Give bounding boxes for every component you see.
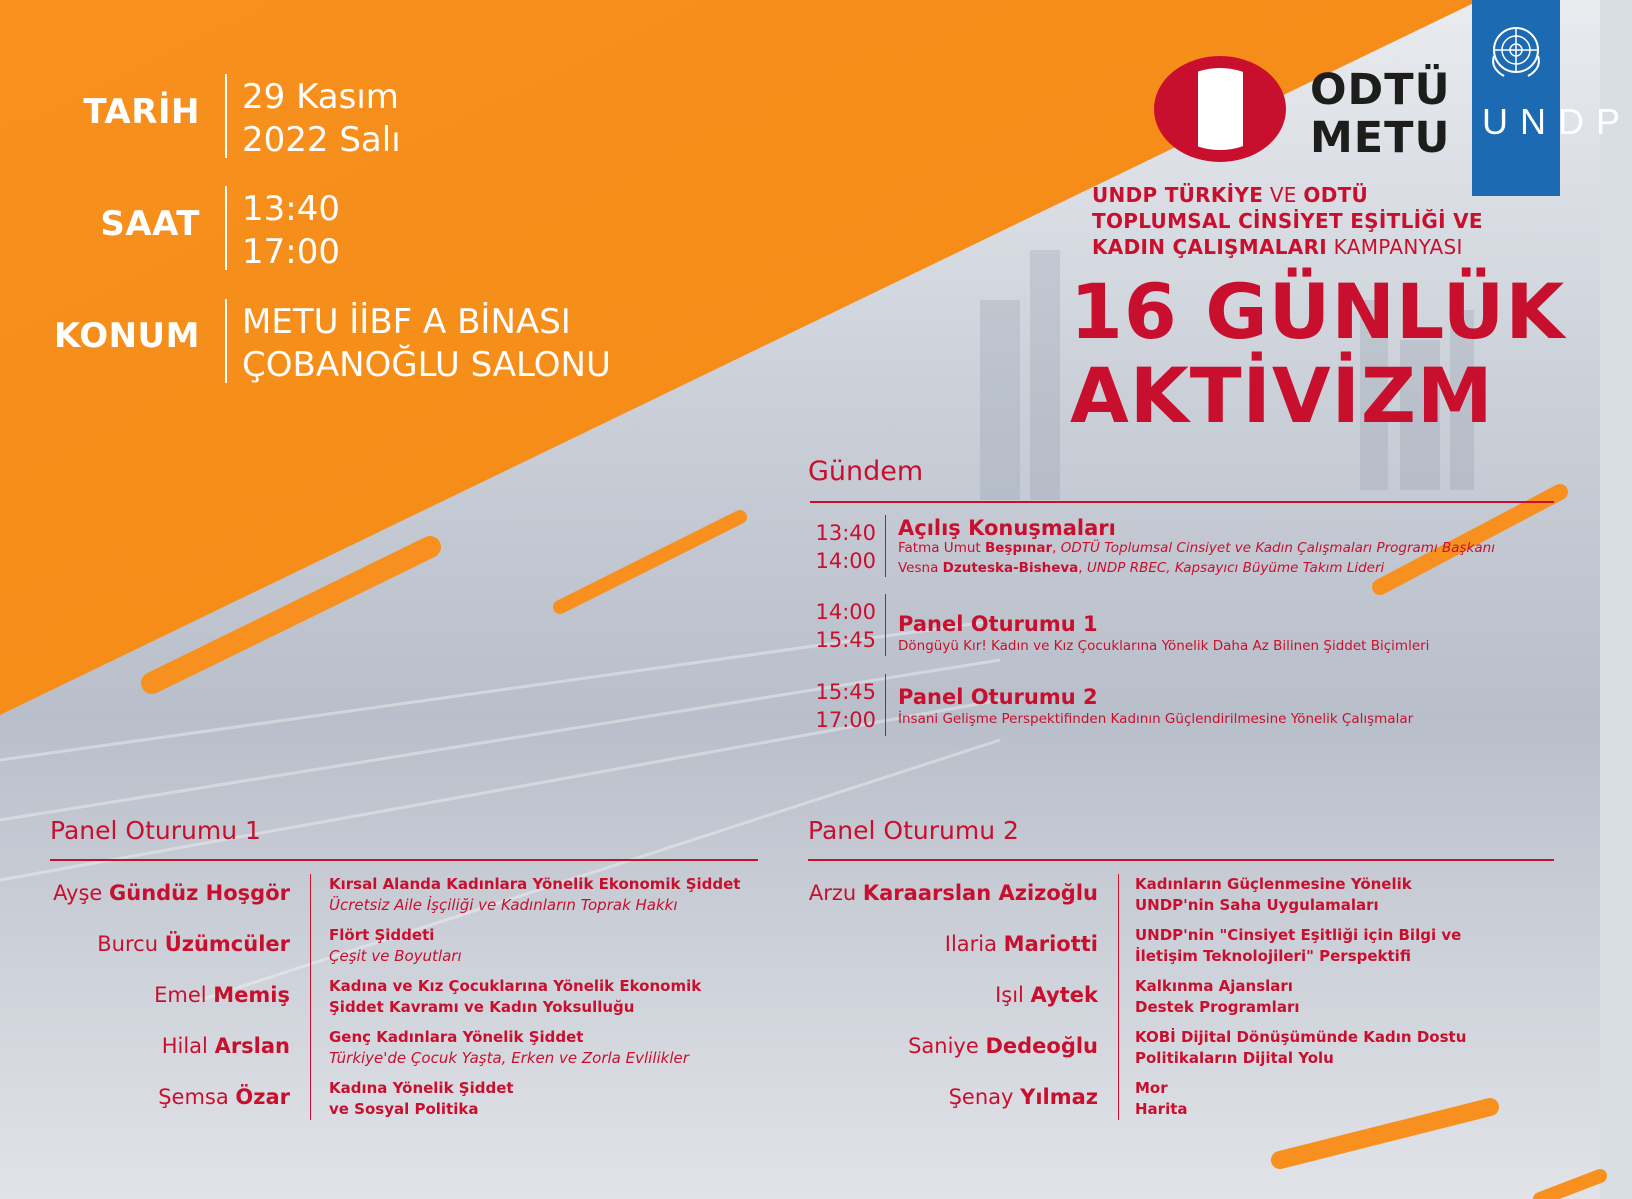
- time-value: 13:40 17:00: [242, 189, 340, 272]
- odtu-logo-icon: [1153, 56, 1287, 162]
- agenda-item-title: Panel Oturumu 1: [898, 612, 1098, 636]
- panel1-separator: [310, 874, 311, 1120]
- time-label: SAAT: [100, 204, 200, 244]
- topic-subtitle: Harita: [1135, 1100, 1188, 1118]
- speaker-last-name: Dedeoğlu: [985, 1034, 1098, 1058]
- speaker-last-name: Arslan: [214, 1034, 290, 1058]
- panel2-topic: [1135, 976, 1299, 1018]
- agenda-heading: Gündem: [808, 456, 924, 487]
- panel2-speaker: [995, 983, 1098, 1007]
- topic-subtitle: Şiddet Kavramı ve Kadın Yoksulluğu: [329, 998, 635, 1016]
- panel1-rule: [50, 859, 758, 861]
- panel2-separator: [1118, 874, 1119, 1120]
- panel1-speaker: [154, 983, 290, 1007]
- topic-subtitle: Politikaların Dijital Yolu: [1135, 1049, 1334, 1067]
- campaign-title-line2: AKTİVİZM: [1070, 351, 1494, 440]
- separator-comma: ,: [1078, 560, 1087, 576]
- speaker-first-name: Arzu: [808, 881, 863, 905]
- panel1-topic: [329, 976, 701, 1018]
- speaker-first-name: Emel: [154, 983, 214, 1007]
- time-separator: [225, 186, 227, 270]
- topic-subtitle: Türkiye'de Çocuk Yaşta, Erken ve Zorla Evlilikler: [329, 1049, 689, 1067]
- topic-subtitle: Destek Programları: [1135, 998, 1300, 1016]
- topic-subtitle: İletişim Teknolojileri" Perspektifi: [1135, 947, 1411, 965]
- location-separator: [225, 299, 227, 383]
- separator-comma: ,: [1052, 540, 1061, 556]
- topic-title: UNDP'nin "Cinsiyet Eşitliği için Bilgi ve: [1135, 926, 1462, 944]
- speaker-role: UNDP RBEC, Kapsayıcı Büyüme Takım Lideri: [1086, 560, 1385, 576]
- topic-subtitle: ve Sosyal Politika: [329, 1100, 479, 1118]
- speaker-last-name: Üzümcüler: [164, 932, 290, 956]
- location-value: METU İİBF A BİNASI ÇOBANOĞLU SALONU: [242, 302, 611, 385]
- speaker-last-name: Aytek: [1030, 983, 1098, 1007]
- odtu-wordmark: [1310, 66, 1451, 162]
- topic-title: Mor: [1135, 1079, 1168, 1097]
- panel1-topic: [329, 1078, 514, 1120]
- campaign-line1a: UNDP TÜRKİYE: [1092, 183, 1264, 207]
- speaker-first-name: Ayşe: [53, 881, 110, 905]
- undp-logo: [1472, 0, 1632, 196]
- topic-title: Kalkınma Ajansları: [1135, 977, 1293, 995]
- panel1-topic: [329, 1027, 689, 1069]
- speaker-last-name: Yılmaz: [1020, 1085, 1098, 1109]
- speaker-first-name: Burcu: [97, 932, 165, 956]
- speaker-first-name: Saniye: [908, 1034, 986, 1058]
- speaker-first-name: Ilaria: [944, 932, 1004, 956]
- panel2-rule: [808, 859, 1554, 861]
- location-label: KONUM: [53, 316, 200, 356]
- topic-subtitle: Ücretsiz Aile İşçiliği ve Kadınların Toprak Hakkı: [329, 896, 678, 914]
- un-emblem-icon: [1486, 20, 1546, 80]
- panel2-topic: [1135, 1078, 1188, 1120]
- campaign-subtitle: [1092, 182, 1592, 260]
- panel1-topic: [329, 874, 740, 916]
- panel2-speaker: [908, 1034, 1098, 1058]
- speaker-first-name: Vesna: [898, 560, 943, 576]
- speaker-first-name: Şenay: [948, 1085, 1021, 1109]
- panel1-topic: [329, 925, 462, 967]
- date-label: TARİH: [83, 92, 200, 132]
- panel1-speaker: [158, 1085, 290, 1109]
- panel2-topic: [1135, 1027, 1466, 1069]
- panel2-topic: [1135, 874, 1412, 916]
- panel2-speaker: [809, 881, 1098, 905]
- speaker-first-name: Işıl: [995, 983, 1031, 1007]
- speaker-last-name: Mariotti: [1003, 932, 1098, 956]
- topic-title: Kadınların Güçlenmesine Yönelik: [1135, 875, 1412, 893]
- topic-title: Kırsal Alanda Kadınlara Yönelik Ekonomik Şiddet: [329, 875, 741, 893]
- odtu-line1: ODTÜ: [1310, 65, 1451, 115]
- agenda-rule: [810, 501, 1554, 503]
- campaign-line2: TOPLUMSAL CİNSİYET EŞİTLİĞİ VE: [1092, 209, 1483, 233]
- panel2-speaker: [949, 1085, 1098, 1109]
- date-separator: [225, 74, 227, 158]
- speaker-role: ODTÜ Toplumsal Cinsiyet ve Kadın Çalışmaları Programı Başkanı: [1060, 540, 1495, 556]
- panel1-speaker: [53, 881, 290, 905]
- topic-subtitle: UNDP'nin Saha Uygulamaları: [1135, 896, 1379, 914]
- campaign-line3a: KADIN ÇALIŞMALARI: [1092, 235, 1328, 259]
- agenda-item-separator: [885, 515, 886, 577]
- speaker-first-name: Fatma Umut: [898, 540, 985, 556]
- panel2-heading: Panel Oturumu 2: [808, 816, 1019, 845]
- campaign-line1b: VE: [1263, 183, 1304, 207]
- panel1-speaker: [162, 1034, 290, 1058]
- speaker-first-name: Hilal: [161, 1034, 215, 1058]
- panel1-heading: Panel Oturumu 1: [50, 816, 261, 845]
- speaker-last-name: Memiş: [213, 983, 290, 1007]
- speaker-last-name: Gündüz Hoşgör: [109, 881, 290, 905]
- campaign-line3b: KAMPANYASI: [1327, 235, 1463, 259]
- agenda-speaker-line: [898, 538, 1495, 558]
- campaign-title: [1070, 267, 1590, 440]
- agenda-item-time: 14:00 15:45: [815, 600, 876, 652]
- agenda-item-time: 13:40 14:00: [815, 521, 876, 573]
- topic-title: Flört Şiddeti: [329, 926, 435, 944]
- agenda-item-separator: [885, 594, 886, 656]
- topic-title: Kadına Yönelik Şiddet: [329, 1079, 514, 1097]
- speaker-last-name: Karaarslan Azizoğlu: [862, 881, 1098, 905]
- speaker-last-name: Beşpınar: [984, 540, 1053, 556]
- date-value: 29 Kasım 2022 Salı: [242, 77, 401, 160]
- topic-title: Kadına ve Kız Çocuklarına Yönelik Ekonomik: [329, 977, 702, 995]
- topic-title: KOBİ Dijital Dönüşümünde Kadın Dostu: [1135, 1028, 1467, 1046]
- agenda-item-description: Döngüyü Kır! Kadın ve Kız Çocuklarına Yönelik Daha Az Bilinen Şiddet Biçimleri: [898, 638, 1430, 654]
- topic-subtitle: Çeşit ve Boyutları: [329, 947, 462, 965]
- speaker-first-name: Şemsa: [158, 1085, 236, 1109]
- panel2-topic: [1135, 925, 1461, 967]
- speaker-last-name: Özar: [235, 1085, 290, 1109]
- campaign-line1c: ODTÜ: [1303, 183, 1369, 207]
- undp-letters: UNDP: [1482, 101, 1632, 142]
- agenda-item-title: Açılış Konuşmaları: [898, 516, 1116, 540]
- speaker-last-name: Dzuteska-Bisheva: [942, 560, 1079, 576]
- panel1-speaker: [97, 932, 290, 956]
- topic-title: Genç Kadınlara Yönelik Şiddet: [329, 1028, 584, 1046]
- agenda-item-time: 15:45 17:00: [815, 680, 876, 732]
- panel2-speaker: [945, 932, 1098, 956]
- agenda-item-description: İnsani Gelişme Perspektifinden Kadının Güçlendirilmesine Yönelik Çalışmalar: [898, 711, 1414, 727]
- agenda-speaker-line: [898, 558, 1384, 578]
- agenda-item-title: Panel Oturumu 2: [898, 685, 1098, 709]
- campaign-title-line1: 16 GÜNLÜK: [1070, 267, 1566, 356]
- odtu-line2: METU: [1310, 113, 1451, 163]
- agenda-item-separator: [885, 674, 886, 736]
